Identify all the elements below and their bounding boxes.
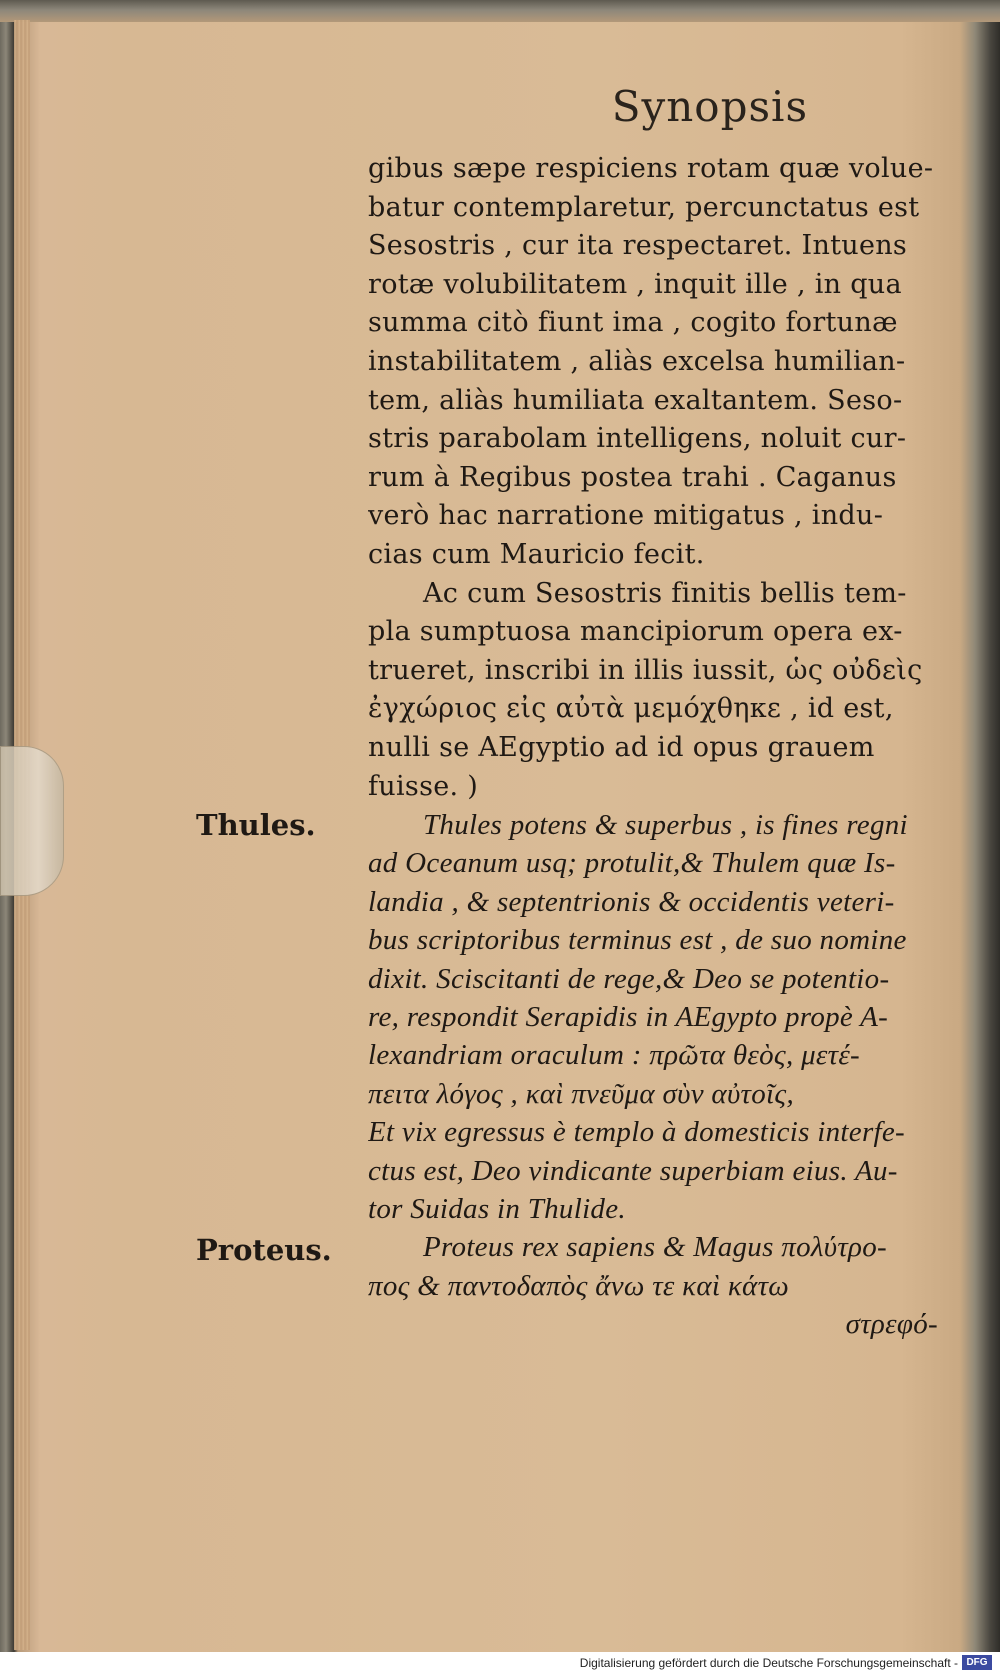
text-line: Ac cum Sesostris finitis bellis tem- xyxy=(423,577,907,609)
book-page xyxy=(28,20,980,1650)
text-line: Et vix egressus è templo à domesticis interfe- xyxy=(368,1116,906,1149)
text-line: rum à Regibus postea trahi . Caganus xyxy=(368,461,897,493)
text-line: Sesostris , cur ita respectaret. Intuens xyxy=(368,230,908,262)
text-line: bus scriptoribus terminus est , de suo nomine xyxy=(368,924,907,957)
text-line: Proteus rex sapiens & Magus πολύτρο- xyxy=(423,1231,887,1264)
running-head: Synopsis xyxy=(611,82,808,131)
text-line: πος & παντοδαπὸς ἄνω τε καὶ κάτω xyxy=(368,1269,790,1302)
text-line: lexandriam oraculum : πρῶτα θεὸς, μετέ- xyxy=(368,1039,861,1072)
body-text xyxy=(368,150,958,1344)
text-line: pla sumptuosa mancipiorum opera ex- xyxy=(368,616,903,648)
text-line: ἐγχώριος εἰς αὐτὰ μεμόχθηκε , id est, xyxy=(368,693,894,725)
text-line: fuisse. ) xyxy=(368,770,479,802)
scan-top-edge xyxy=(0,0,1000,22)
text-line: gibus sæpe respiciens rotam quæ volue- xyxy=(368,153,934,184)
text-line: stris parabolam intelligens, noluit cur- xyxy=(368,423,907,455)
text-line: ad Oceanum usq; protulit,& Thulem quæ Is- xyxy=(368,847,896,880)
text-line: cias cum Mauricio fecit. xyxy=(368,538,705,570)
text-line: tem, aliàs humiliata exaltantem. Seso- xyxy=(368,384,903,416)
margin-note: Thules. xyxy=(196,808,316,843)
text-line: nulli se AEgyptio ad id opus grauem xyxy=(368,731,875,763)
text-line: trueret, inscribi in illis iussit, ὡς οὐδεὶς xyxy=(368,654,923,686)
text-line: πειτα λόγος , καὶ πνεῦμα σὺν αὐτοῖς, xyxy=(368,1077,795,1110)
text-line: instabilitatem , aliàs excelsa humilian- xyxy=(368,345,906,377)
text-line: Thules potens & superbus , is fines regni xyxy=(423,809,908,842)
digitization-credit: Digitalisierung gefördert durch die Deutsche Forschungsgemeinschaft - xyxy=(579,1656,958,1670)
text-line: batur contemplaretur, percunctatus est xyxy=(368,191,920,223)
margin-note: Proteus. xyxy=(196,1232,332,1267)
text-line: στρεφό- xyxy=(845,1308,938,1341)
text-line: dixit. Sciscitanti de rege,& Deo se potentio- xyxy=(368,962,890,995)
text-line: verò hac narratione mitigatus , indu- xyxy=(368,500,884,532)
text-line: summa citò fiunt ima , cogito fortunæ xyxy=(368,307,898,339)
text-line: tor Suidas in Thulide. xyxy=(368,1193,626,1225)
text-line: re, respondit Serapidis in AEgypto propè A- xyxy=(368,1001,889,1034)
text-line: ctus est, Deo vindicante superbiam eius. Au- xyxy=(368,1154,898,1187)
text-line: rotæ volubilitatem , inquit ille , in qua xyxy=(368,268,902,300)
dfg-logo: DFG xyxy=(962,1655,992,1670)
text-line: landia , & septentrionis & occidentis veteri- xyxy=(368,885,895,918)
